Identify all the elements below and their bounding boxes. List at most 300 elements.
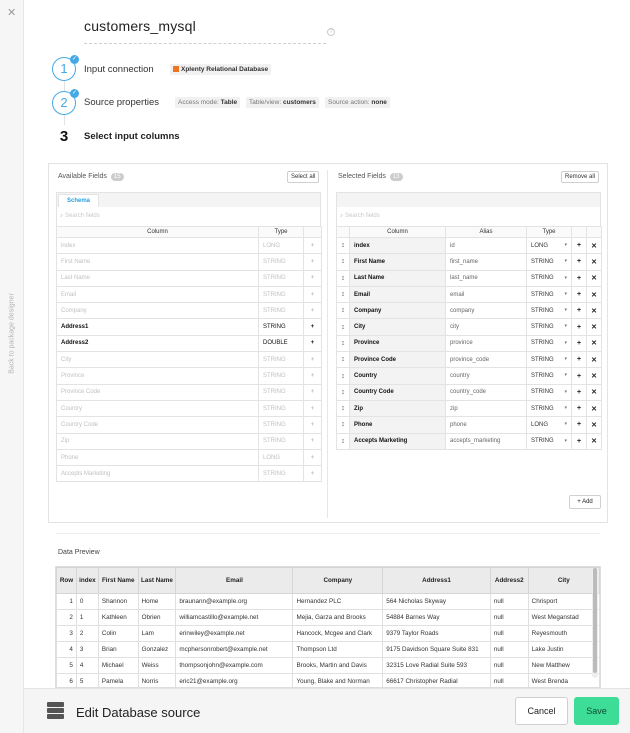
alias-header: Alias [446,227,527,238]
preview-header: Address1 [383,568,491,594]
preview-cell: 2 [76,626,98,642]
add-field-icon[interactable]: + [304,286,322,302]
component-name: customers_mysql [84,18,196,34]
field-type: LONG [259,238,304,254]
drag-handle-icon[interactable]: ↕ [337,433,350,449]
add-field-icon[interactable]: + [304,368,322,384]
selected-field-row [337,368,602,384]
preview-cell: null [490,610,528,626]
step-number: 1 [60,61,68,76]
preview-cell: New Matthew [528,658,599,674]
type-select[interactable] [527,384,572,400]
xplenty-icon [173,66,179,72]
step-3-label[interactable]: Select input columns [84,131,180,142]
field-type: LONG [259,449,304,465]
drag-handle-icon[interactable]: ↕ [337,384,350,400]
preview-scrollbar-thumb[interactable] [593,568,597,673]
search-icon: ⌕ [60,213,66,219]
preview-row [57,626,600,642]
preview-cell: Hernandez PLC [293,594,383,610]
chevron-down-icon: ▾ [564,437,567,444]
add-field-icon[interactable]: + [304,254,322,270]
alias-input[interactable]: company [446,303,527,319]
type-select[interactable] [527,400,572,416]
selected-field-row [337,319,602,335]
add-row-icon[interactable]: + [572,270,587,286]
type-select[interactable] [527,368,572,384]
preview-cell: Norris [138,674,176,689]
preview-cell: 32315 Love Radial Suite 593 [383,658,491,674]
remove-row-icon[interactable]: ✕ [587,319,602,335]
selected-search-placeholder: Search fields [345,213,380,219]
preview-cell: 5 [57,658,77,674]
alias-input[interactable]: first_name [446,254,527,270]
add-field-icon[interactable]: + [304,352,322,368]
field-name: City [57,352,259,368]
selected-field-row [337,254,602,270]
selected-search-input[interactable] [340,213,380,220]
field-type: STRING [259,352,304,368]
preview-cell: Reyesmouth [528,626,599,642]
field-name: Zip [350,400,446,416]
type-value: STRING [531,340,554,347]
drag-handle-icon[interactable]: ↕ [337,417,350,433]
drag-handle-icon[interactable]: ↕ [337,254,350,270]
type-value: STRING [531,291,554,298]
preview-cell: Kathleen [98,610,138,626]
field-name: Province Code [57,384,259,400]
preview-cell: null [490,594,528,610]
selected-field-row [337,270,602,286]
available-field-row[interactable] [57,335,322,351]
preview-cell: 6 [57,674,77,689]
drag-handle-icon[interactable]: ↕ [337,303,350,319]
field-name: Phone [57,449,259,465]
selected-count-badge: 13 [390,173,403,181]
preview-cell: 3 [76,642,98,658]
add-row-icon[interactable]: + [572,368,587,384]
field-type: STRING [259,254,304,270]
action-header [304,227,322,238]
add-row-icon[interactable]: + [572,433,587,449]
cancel-button[interactable]: Cancel [515,697,568,725]
chevron-down-icon: ▾ [564,290,567,297]
add-field-icon[interactable]: + [304,384,322,400]
preview-cell: 54884 Barnes Way [383,610,491,626]
preview-row [57,594,600,610]
field-name: Phone [350,417,446,433]
field-name: Email [350,286,446,302]
available-field-row[interactable] [57,449,322,465]
type-value: STRING [531,438,554,445]
available-field-row[interactable] [57,384,322,400]
preview-cell: West Meganstad [528,610,599,626]
available-field-row[interactable] [57,254,322,270]
type-select[interactable] [527,270,572,286]
preview-row [57,642,600,658]
remove-row-icon[interactable]: ✕ [587,238,602,254]
step-number: 2 [60,95,68,110]
type-select[interactable] [527,335,572,351]
add-row-icon[interactable]: + [572,286,587,302]
add-field-icon[interactable]: + [304,417,322,433]
step-2-label[interactable]: Source properties [84,97,159,108]
drag-handle-icon[interactable]: ↕ [337,368,350,384]
add-field-icon[interactable]: + [304,466,322,482]
preview-cell: williamcastillo@example.net [176,610,293,626]
alias-input[interactable]: city [446,319,527,335]
add-row-icon[interactable]: + [572,352,587,368]
field-name: Province Code [350,352,446,368]
preview-cell: Colin [98,626,138,642]
preview-header: Email [176,568,293,594]
selected-field-row [337,238,602,254]
column-header: Column [350,227,446,238]
selected-field-row [337,286,602,302]
selected-fields-title [338,173,403,181]
step-1-circle[interactable] [52,57,76,81]
chevron-down-icon: ▾ [564,242,567,248]
alias-input[interactable]: province [446,335,527,351]
data-preview-container[interactable] [55,566,601,688]
drag-handle-icon[interactable]: ↕ [337,286,350,302]
remove-row-icon[interactable]: ✕ [587,417,602,433]
connection-name: Xplenty Relational Database [181,66,269,73]
alias-input[interactable]: last_name [446,270,527,286]
selected-fields-label: Selected Fields [338,173,386,180]
field-name: Country [57,400,259,416]
chevron-down-icon: ▾ [564,323,567,330]
type-value: STRING [531,405,554,412]
field-type: DOUBLE [259,335,304,351]
preview-cell: 0 [76,594,98,610]
chevron-down-icon: ▾ [564,421,567,428]
alias-input[interactable]: country [446,368,527,384]
chevron-down-icon: ▾ [564,339,567,346]
type-select[interactable] [527,303,572,319]
type-header: Type [259,227,304,238]
add-row-icon[interactable]: + [572,254,587,270]
divider [56,533,600,534]
available-field-row[interactable] [57,319,322,335]
remove-row-icon[interactable]: ✕ [587,335,602,351]
preview-cell: Brooks, Martin and Davis [293,658,383,674]
field-name: Address1 [57,319,259,335]
preview-cell: erinwiley@example.net [176,626,293,642]
preview-cell: 9175 Davidson Square Suite 831 [383,642,491,658]
selected-field-row [337,335,602,351]
preview-cell: Weiss [138,658,176,674]
remove-row-icon[interactable]: ✕ [587,368,602,384]
preview-cell: 9379 Taylor Roads [383,626,491,642]
add-row-icon[interactable]: + [572,303,587,319]
remove-row-icon[interactable]: ✕ [587,384,602,400]
field-name: Last Name [350,270,446,286]
add-field-icon[interactable]: + [304,303,322,319]
field-type: STRING [259,303,304,319]
step-2-circle[interactable] [52,91,76,115]
close-icon[interactable]: ✕ [7,7,17,19]
preview-cell: 3 [57,626,77,642]
preview-header: index [76,568,98,594]
preview-cell: 2 [57,610,77,626]
remove-row-icon[interactable]: ✕ [587,352,602,368]
available-field-row[interactable] [57,400,322,416]
drag-handle-icon[interactable]: ↕ [337,352,350,368]
available-field-row[interactable] [57,433,322,449]
footer-title: Edit Database source [76,705,201,720]
available-field-row[interactable] [57,466,322,482]
field-name: Country [350,368,446,384]
drag-handle-icon[interactable]: ↕ [337,238,350,254]
field-type: STRING [259,433,304,449]
field-type: STRING [259,400,304,416]
field-name: First Name [57,254,259,270]
available-field-row[interactable] [57,417,322,433]
preview-cell: Shannon [98,594,138,610]
selected-field-row [337,303,602,319]
alias-input[interactable]: phone [446,417,527,433]
preview-header: City [528,568,599,594]
preview-header: Last Name [138,568,176,594]
type-header: Type [527,227,572,238]
selected-field-row [337,352,602,368]
field-type: STRING [259,384,304,400]
field-type: STRING [259,270,304,286]
drag-handle-icon[interactable]: ↕ [337,319,350,335]
preview-cell: 4 [76,658,98,674]
preview-header: Row [57,568,77,594]
connection-tag [170,64,271,75]
field-name: index [57,238,259,254]
available-field-row[interactable] [57,352,322,368]
field-name: Address2 [57,335,259,351]
type-select[interactable] [527,352,572,368]
type-value: STRING [531,307,554,314]
chevron-down-icon: ▾ [564,274,567,281]
data-preview-title: Data Preview [58,549,100,556]
tag-key: Table/view: [249,99,282,106]
available-fields-table [56,226,322,482]
alias-input[interactable]: province_code [446,352,527,368]
preview-cell: Home [138,594,176,610]
remove-row-icon[interactable]: ✕ [587,303,602,319]
type-select[interactable] [527,254,572,270]
alias-input[interactable]: zip [446,400,527,416]
type-value: LONG [531,242,549,249]
preview-cell: 564 Nicholas Skyway [383,594,491,610]
add-row-icon[interactable]: + [572,319,587,335]
available-search-input[interactable] [60,213,100,220]
field-type: STRING [259,368,304,384]
type-select[interactable] [527,417,572,433]
preview-cell: 1 [76,610,98,626]
preview-cell: Hancock, Mcgee and Clark [293,626,383,642]
add-field-icon[interactable]: + [304,270,322,286]
available-search-placeholder: Search fields [65,213,100,219]
preview-cell: null [490,658,528,674]
drag-header [337,227,350,238]
preview-cell: 1 [57,594,77,610]
field-name: Company [350,303,446,319]
field-type: STRING [259,466,304,482]
preview-header: Address2 [490,568,528,594]
remove-row-icon[interactable]: ✕ [587,433,602,449]
drag-handle-icon[interactable]: ↕ [337,335,350,351]
available-field-row[interactable] [57,270,322,286]
alias-input[interactable]: id [446,238,527,254]
preview-cell: Lake Justin [528,642,599,658]
source-action-tag [325,97,390,108]
selected-field-row [337,433,602,449]
preview-cell: Brian [98,642,138,658]
type-select[interactable] [527,319,572,335]
chevron-down-icon: ▾ [564,258,567,265]
tag-key: Source action: [328,99,370,106]
field-type: STRING [259,417,304,433]
add-field-icon[interactable]: + [304,400,322,416]
preview-cell: thompsonjohn@example.com [176,658,293,674]
selected-fields-table [336,226,602,450]
selected-field-row [337,417,602,433]
search-icon: ⌕ [340,213,346,219]
available-field-row[interactable] [57,303,322,319]
add-row-icon[interactable]: + [572,335,587,351]
add-row-icon[interactable]: + [572,400,587,416]
type-value: STRING [531,373,554,380]
field-type: STRING [259,286,304,302]
available-field-row[interactable] [57,238,322,254]
drag-handle-icon[interactable]: ↕ [337,400,350,416]
add-field-icon[interactable]: + [304,449,322,465]
field-name: First Name [350,254,446,270]
type-value: STRING [531,275,554,282]
tag-value: none [371,99,387,106]
preview-cell: null [490,674,528,689]
remove-row-icon[interactable]: ✕ [587,270,602,286]
preview-cell: 5 [76,674,98,689]
step-1-label[interactable]: Input connection [84,64,154,75]
access-mode-tag [175,97,240,108]
preview-cell: Lam [138,626,176,642]
available-field-row[interactable] [57,286,322,302]
preview-cell: West Brenda [528,674,599,689]
check-icon: ✓ [71,90,78,96]
field-name: Province [350,335,446,351]
field-name: Country Code [350,384,446,400]
drag-handle-icon[interactable]: ↕ [337,270,350,286]
remove-row-icon[interactable]: ✕ [587,286,602,302]
table-view-tag [246,97,319,108]
remove-all-button[interactable]: Remove all [561,171,599,183]
chevron-down-icon: ▾ [564,388,567,395]
available-field-row[interactable] [57,368,322,384]
type-value: LONG [531,421,549,428]
field-name: Country Code [57,417,259,433]
preview-cell: braunann@example.org [176,594,293,610]
field-name: Email [57,286,259,302]
chevron-down-icon: ▾ [564,356,567,363]
add-field-button[interactable]: + Add [569,495,601,509]
preview-cell: mcphersonrobert@example.net [176,642,293,658]
type-value: STRING [531,389,554,396]
remove-row-icon[interactable]: ✕ [587,400,602,416]
type-select[interactable] [527,433,572,449]
remove-header [587,227,602,238]
remove-row-icon[interactable]: ✕ [587,254,602,270]
preview-cell: Thompson Ltd [293,642,383,658]
available-fields-label: Available Fields [58,173,107,180]
add-header [572,227,587,238]
add-row-icon[interactable]: + [572,417,587,433]
add-field-icon[interactable]: + [304,433,322,449]
add-field-icon[interactable]: + [304,319,322,335]
selected-field-row [337,384,602,400]
alias-input[interactable]: accepts_marketing [446,433,527,449]
step-number: 3 [59,128,69,145]
component-name-field[interactable] [84,18,326,44]
preview-cell: null [490,626,528,642]
tag-key: Access mode: [178,99,219,106]
add-row-icon[interactable]: + [572,384,587,400]
preview-cell: eric21@example.org [176,674,293,689]
preview-header: First Name [98,568,138,594]
type-select[interactable] [527,238,572,254]
type-value: STRING [531,258,554,265]
select-all-button[interactable]: Select all [287,171,319,183]
preview-cell: Michael [98,658,138,674]
back-to-designer-link[interactable]: Back to package designer [8,293,16,374]
save-button[interactable]: Save [574,697,619,725]
add-field-icon[interactable]: + [304,335,322,351]
data-preview-table [56,567,600,688]
field-name: Last Name [57,270,259,286]
preview-header: Company [293,568,383,594]
preview-cell: Gonzalez [138,642,176,658]
help-icon[interactable]: ? [327,28,335,36]
left-rail [0,0,24,733]
selected-field-row [337,400,602,416]
tab-schema[interactable]: Schema [58,194,99,207]
tag-value: customers [282,99,316,106]
alias-input[interactable]: country_code [446,384,527,400]
preview-cell: null [490,642,528,658]
field-name: Company [57,303,259,319]
field-name: index [350,238,446,254]
field-name: Zip [57,433,259,449]
preview-cell: Chrisport [528,594,599,610]
preview-cell: Young, Blake and Norman [293,674,383,689]
check-icon: ✓ [71,56,78,62]
database-icon [47,702,64,720]
add-field-icon[interactable]: + [304,238,322,254]
alias-input[interactable]: email [446,286,527,302]
panel-divider [327,170,328,518]
preview-cell: 4 [57,642,77,658]
preview-cell: Obrien [138,610,176,626]
available-count-badge: 15 [111,173,124,181]
type-select[interactable] [527,286,572,302]
chevron-down-icon: ▾ [564,372,567,379]
step-3-circle[interactable] [52,125,76,149]
add-row-icon[interactable]: + [572,238,587,254]
type-value: STRING [531,324,554,331]
preview-cell: 66617 Christopher Radial [383,674,491,689]
field-type: STRING [259,319,304,335]
chevron-down-icon: ▾ [564,404,567,411]
preview-row [57,658,600,674]
field-name: Accepts Marketing [350,433,446,449]
